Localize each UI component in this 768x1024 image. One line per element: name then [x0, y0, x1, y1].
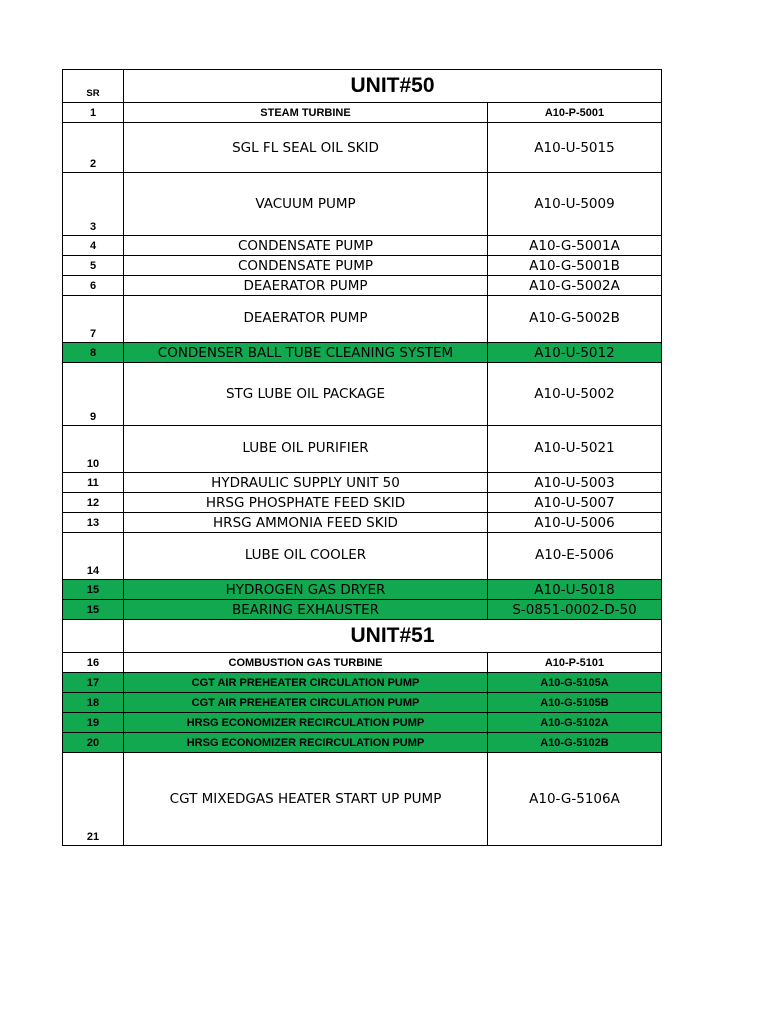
- row-tag: A10-U-5012: [488, 343, 662, 363]
- row-description: CONDENSATE PUMP: [124, 256, 488, 276]
- table-row-highlighted: [63, 343, 662, 363]
- row-sr: 14: [63, 533, 124, 580]
- table-row: [63, 493, 662, 513]
- row-description: HRSG ECONOMIZER RECIRCULATION PUMP: [124, 733, 488, 753]
- table-row: [63, 123, 662, 173]
- table-row: [63, 173, 662, 236]
- sr-column-header: SR: [63, 70, 124, 103]
- row-sr: 10: [63, 426, 124, 473]
- row-tag: A10-U-5007: [488, 493, 662, 513]
- row-sr: 8: [63, 343, 124, 363]
- row-tag: A10-U-5002: [488, 363, 662, 426]
- row-tag: S-0851-0002-D-50: [488, 600, 662, 620]
- row-description: HYDRAULIC SUPPLY UNIT 50: [124, 473, 488, 493]
- row-tag: A10-U-5006: [488, 513, 662, 533]
- row-sr: 17: [63, 673, 124, 693]
- row-tag: A10-G-5001B: [488, 256, 662, 276]
- row-description: COMBUSTION GAS TURBINE: [124, 653, 488, 673]
- row-sr: 19: [63, 713, 124, 733]
- table-row: [63, 256, 662, 276]
- unit-50-title: UNIT#50: [124, 70, 662, 103]
- row-sr: 20: [63, 733, 124, 753]
- table-row: [63, 236, 662, 256]
- table-row-highlighted: [63, 693, 662, 713]
- row-sr: 11: [63, 473, 124, 493]
- row-description: STEAM TURBINE: [124, 103, 488, 123]
- row-tag: A10-U-5009: [488, 173, 662, 236]
- row-tag: A10-G-5002A: [488, 276, 662, 296]
- row-sr: 15: [63, 580, 124, 600]
- row-description: HRSG ECONOMIZER RECIRCULATION PUMP: [124, 713, 488, 733]
- row-sr: 18: [63, 693, 124, 713]
- unit-header-row: [63, 70, 662, 103]
- table-row: [63, 296, 662, 343]
- row-sr: 4: [63, 236, 124, 256]
- row-tag: A10-U-5003: [488, 473, 662, 493]
- row-tag: A10-G-5001A: [488, 236, 662, 256]
- row-description: CONDENSER BALL TUBE CLEANING SYSTEM: [124, 343, 488, 363]
- table-row: [63, 753, 662, 846]
- row-tag: A10-U-5015: [488, 123, 662, 173]
- row-sr: 9: [63, 363, 124, 426]
- row-tag: A10-G-5105A: [488, 673, 662, 693]
- row-description: CGT MIXEDGAS HEATER START UP PUMP: [124, 753, 488, 846]
- row-sr: 1: [63, 103, 124, 123]
- table-row: [63, 473, 662, 493]
- row-sr: 3: [63, 173, 124, 236]
- row-description: SGL FL SEAL OIL SKID: [124, 123, 488, 173]
- row-description: DEAERATOR PUMP: [124, 276, 488, 296]
- unit-header-row: [63, 620, 662, 653]
- table-row: [63, 363, 662, 426]
- row-description: HRSG AMMONIA FEED SKID: [124, 513, 488, 533]
- row-description: HYDROGEN GAS DRYER: [124, 580, 488, 600]
- table-row-highlighted: [63, 733, 662, 753]
- row-tag: A10-E-5006: [488, 533, 662, 580]
- equipment-table: [62, 69, 662, 846]
- row-sr: 21: [63, 753, 124, 846]
- row-sr: 5: [63, 256, 124, 276]
- table-row: [63, 513, 662, 533]
- row-tag: A10-P-5101: [488, 653, 662, 673]
- row-tag: A10-G-5106A: [488, 753, 662, 846]
- unit-51-title: UNIT#51: [124, 620, 662, 653]
- table-row-highlighted: [63, 673, 662, 693]
- table-row: [63, 276, 662, 296]
- row-description: LUBE OIL COOLER: [124, 533, 488, 580]
- table-row: [63, 653, 662, 673]
- table-row-highlighted: [63, 713, 662, 733]
- table-row-highlighted: [63, 600, 662, 620]
- row-description: CGT AIR PREHEATER CIRCULATION PUMP: [124, 673, 488, 693]
- row-tag: A10-U-5018: [488, 580, 662, 600]
- row-tag: A10-G-5002B: [488, 296, 662, 343]
- table-row: [63, 103, 662, 123]
- row-description: DEAERATOR PUMP: [124, 296, 488, 343]
- row-tag: A10-G-5102A: [488, 713, 662, 733]
- row-description: BEARING EXHAUSTER: [124, 600, 488, 620]
- row-sr: 2: [63, 123, 124, 173]
- row-tag: A10-G-5102B: [488, 733, 662, 753]
- row-tag: A10-U-5021: [488, 426, 662, 473]
- table-row: [63, 426, 662, 473]
- row-description: LUBE OIL PURIFIER: [124, 426, 488, 473]
- row-tag: A10-P-5001: [488, 103, 662, 123]
- row-sr: 12: [63, 493, 124, 513]
- row-description: STG LUBE OIL PACKAGE: [124, 363, 488, 426]
- row-sr: 6: [63, 276, 124, 296]
- row-tag: A10-G-5105B: [488, 693, 662, 713]
- table-row-highlighted: [63, 580, 662, 600]
- row-description: CGT AIR PREHEATER CIRCULATION PUMP: [124, 693, 488, 713]
- row-description: HRSG PHOSPHATE FEED SKID: [124, 493, 488, 513]
- row-description: CONDENSATE PUMP: [124, 236, 488, 256]
- row-sr: 15: [63, 600, 124, 620]
- row-sr: 7: [63, 296, 124, 343]
- row-sr: 16: [63, 653, 124, 673]
- empty-cell: [63, 620, 124, 653]
- row-sr: 13: [63, 513, 124, 533]
- table-row: [63, 533, 662, 580]
- row-description: VACUUM PUMP: [124, 173, 488, 236]
